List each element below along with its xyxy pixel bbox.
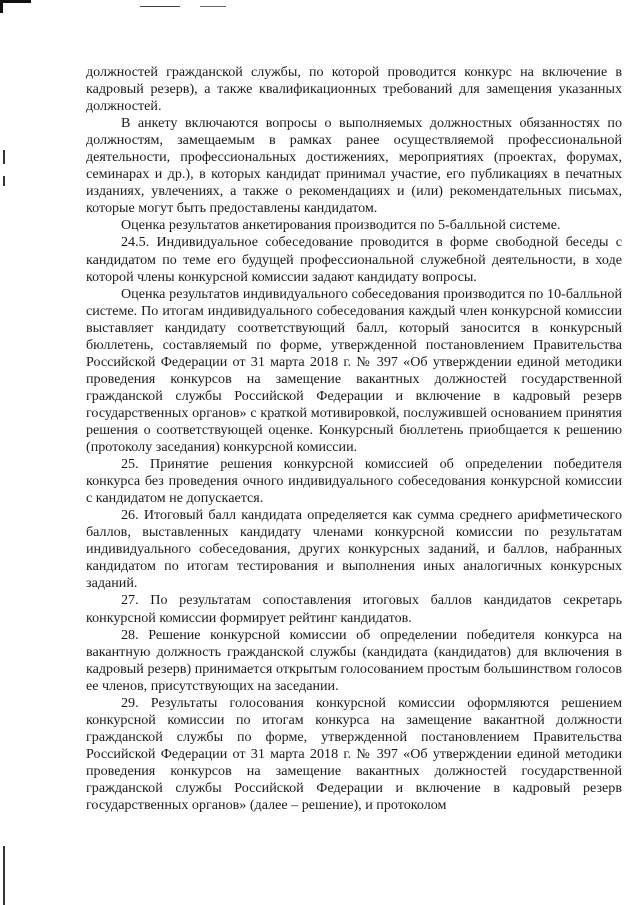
scan-artifact-line xyxy=(200,6,226,7)
scan-corner-mark xyxy=(0,0,31,13)
scan-edge-mark xyxy=(3,846,5,905)
scan-artifact-line xyxy=(140,6,180,7)
paragraph: 27. По результатам сопоставления итоговых баллов кандидатов секретарь конкурсной комиссии формирует рейтинг кандидатов. xyxy=(86,592,622,626)
paragraph: В анкету включаются вопросы о выполняемых должностных обязанностях по должностям, замещаемым в рамках ранее осуществляемой профессиональной деятельности, профессиональных достижениях, мероприятиях (проектах, форумах, семинарах и др.), в которых кандидат принимал участие, его публикациях в печатных изданиях, увлечениях, а также о рекомендациях и (или) рекомендательных письмах, которые могут быть предоставлены кандидатом. xyxy=(86,115,622,217)
paragraph: Оценка результатов анкетирования производится по 5-балльной системе. xyxy=(121,217,561,234)
paragraph: 25. Принятие решения конкурсной комиссией об определении победителя конкурса без проведения очного индивидуального собеседования конкурсной комиссии с кандидатом не допускается. xyxy=(86,456,622,507)
paragraph: Оценка результатов индивидуального собеседования производится по 10-балльной системе. По итогам индивидуального собеседования каждый член конкурсной комиссии выставляет кандидату соответствующий балл, который заносится в конкурсный бюллетень, составляемый по форме, утвержденной постановлением Правительства Российской Федерации от 31 марта 2018 г. № 397 «Об утверждении единой методики проведения конкурсов на замещение вакантных должностей государственной гражданской службы Российской Федерации и включение в кадровый резерв государственных органов» с краткой мотивировкой, послужившей основанием принятия решения о соответствующей оценке. Конкурсный бюллетень приобщается к решению (протоколу заседания) конкурсной комиссии. xyxy=(86,285,622,456)
scan-edge-mark xyxy=(3,150,5,164)
document-page xyxy=(86,64,622,814)
paragraph: 29. Результаты голосования конкурсной комиссии оформляются решением конкурсной комиссии по итогам конкурса на замещение вакантной должности гражданской службы по форме, утвержденной постановлением Правительства Российской Федерации от 31 марта 2018 г. № 397 «Об утверждении единой методики проведения конкурсов на замещение вакантных должностей государственной гражданской службы Российской Федерации и включение в кадровый резерв государственных органов» (далее – решение), и протоколом xyxy=(86,694,622,814)
paragraph: 28. Решение конкурсной комиссии об определении победителя конкурса на вакантную должность гражданской службы (кандидата (кандидатов) для включения в кадровый резерв) принимается открытым голосованием простым большинством голосов ее членов, присутствующих на заседании. xyxy=(86,626,622,694)
scan-edge-mark xyxy=(3,176,5,186)
paragraph: 26. Итоговый балл кандидата определяется как сумма среднего арифметического баллов, выставленных кандидату членами конкурсной комиссии по результатам индивидуального собеседования, других конкурсных заданий, и баллов, набранных кандидатом по итогам тестирования и выполнения иных аналогичных конкурсных заданий. xyxy=(86,507,622,592)
paragraph: 24.5. Индивидуальное собеседование проводится в форме свободной беседы с кандидатом по теме его будущей профессиональной служебной деятельности, в ходе которой члены конкурсной комиссии задают кандидату вопросы. xyxy=(86,234,622,285)
paragraph: должностей гражданской службы, по которой проводится конкурс на включение в кадровый резерв), а также квалификационных требований для замещения указанных должностей. xyxy=(86,64,622,115)
